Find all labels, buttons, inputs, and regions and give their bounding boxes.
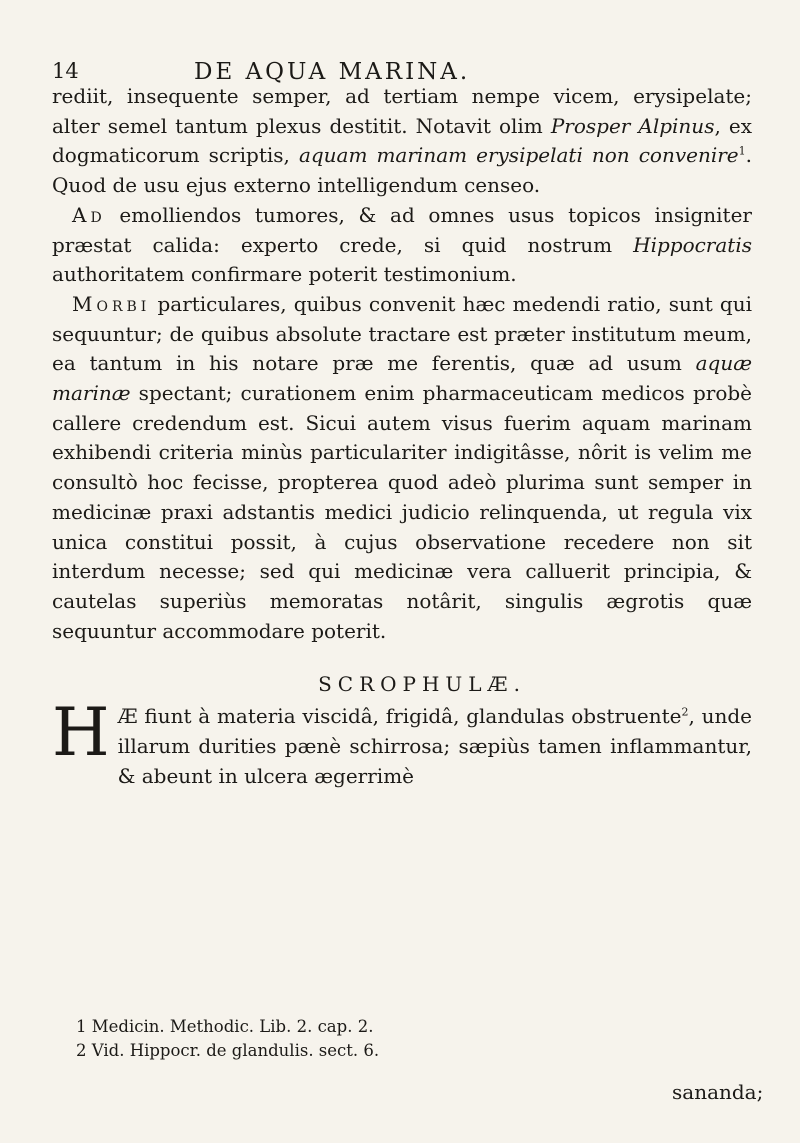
text-span: emolliendos tumores, & ad omnes usus topicos insigniter præstat calida: experto crede, si quid nostrum <box>52 202 752 257</box>
running-title: DE AQUA MARINA. <box>194 59 471 85</box>
page-number: 14 <box>52 59 79 83</box>
section-paragraph <box>52 694 752 791</box>
text-span: Æ fiunt à materia viscidâ, frigidâ, glandulas obstruente <box>117 704 682 729</box>
lead-word: Ad <box>72 202 106 227</box>
catchword: sananda; <box>672 1080 764 1104</box>
footnote-ref-1: 1 <box>738 144 746 158</box>
text-span: . Quod de usu ejus externo intelligendum censeo. <box>52 143 752 198</box>
footnote-1: 1 Medicin. Methodic. Lib. 2. cap. 2. <box>76 1017 374 1036</box>
text-span: spectant; curationem enim pharmaceuticam medicos probè callere credendum est. Sicui autem visus fuerim aquam marinam exhibendi criteria minùs particulariter indigitâsse, nôrit is velim me consultò hoc fecisse, propterea quod adeò plurima sunt semper in medicinæ praxi adstantis medici judicio relinquenda, ut regula vix unica constitui possit, à cujus observatione recedere non sit interdum necesse; sed qui medicinæ vera calluerit principia, & cautelas superiùs memoratas notârit, singulis ægrotis quæ sequuntur accommodare poterit. <box>52 381 752 643</box>
footnotes <box>76 1015 379 1063</box>
paragraph-1 <box>52 82 752 201</box>
italic-term: aquæ marinæ <box>52 351 752 406</box>
footnote-2: 2 Vid. Hippocr. de glandulis. sect. 6. <box>76 1041 380 1060</box>
quoted-phrase: aquam marinam erysipelati non convenire <box>298 143 739 168</box>
body-text <box>52 82 752 791</box>
text-span: authoritatem confirmare poterit testimonium. <box>52 262 517 287</box>
author-name: Prosper Alpinus <box>550 113 715 138</box>
paragraph-2 <box>52 201 752 290</box>
author-name: Hippocratis <box>633 232 752 257</box>
lead-word: Morbi <box>72 291 151 316</box>
footnote-ref-2: 2 <box>681 705 689 719</box>
text-span: particulares, quibus convenit hæc medendi ratio, sunt qui sequuntur; de quibus absolute tractare est præter institutum meum, ea tantum in his notare præ me ferentis, quæ ad usum <box>52 291 752 376</box>
text-span: rediit, insequente semper, ad tertiam nempe vicem, erysipelate; alter semel tantum plexus destitit. Notavit olim <box>52 84 752 138</box>
text-span: , ex dogmaticorum scriptis, <box>52 113 752 168</box>
section-title: SCROPHULÆ. <box>318 672 526 697</box>
drop-cap: H <box>52 694 110 772</box>
paragraph-3 <box>52 290 752 646</box>
text-span: , unde illarum durities pænè schirrosa; sæpiùs tamen inflammantur, & abeunt in ulcera ægerrimè <box>117 704 752 788</box>
